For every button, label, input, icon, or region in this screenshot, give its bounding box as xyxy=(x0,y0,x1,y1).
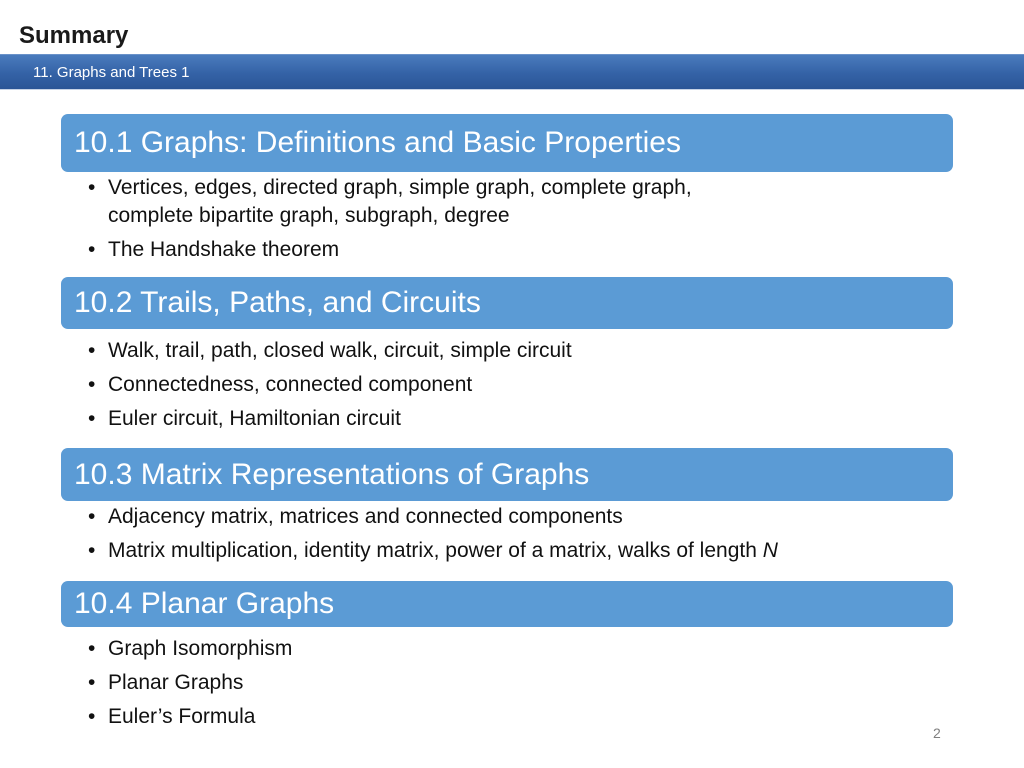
bullet-item: • Walk, trail, path, closed walk, circuit, simple circuit xyxy=(61,337,953,365)
bullet-item xyxy=(61,537,953,565)
slide-subtitle: 11. Graphs and Trees 1 xyxy=(33,64,190,81)
bullet-item: • Graph Isomorphism xyxy=(61,635,953,663)
section-header: 10.4 Planar Graphs xyxy=(61,581,953,627)
slide-title: Summary xyxy=(19,22,129,49)
section-graphs-definitions xyxy=(61,114,953,270)
bullet-item: • Euler’s Formula xyxy=(61,703,953,731)
bullet-item: • Connectedness, connected component xyxy=(61,371,953,399)
section-header: 10.3 Matrix Representations of Graphs xyxy=(61,448,953,501)
bullet-list xyxy=(61,174,953,264)
section-planar-graphs xyxy=(61,581,953,737)
bullet-item: • Adjacency matrix, matrices and connected components xyxy=(61,503,953,531)
page-number: 2 xyxy=(933,725,941,741)
subtitle-bar xyxy=(0,54,1024,90)
section-header: 10.2 Trails, Paths, and Circuits xyxy=(61,277,953,329)
bullet-item: • The Handshake theorem xyxy=(61,236,953,264)
bullet-list xyxy=(61,503,953,565)
bullet-text: Matrix multiplication, identity matrix, power of a matrix, walks of length xyxy=(108,539,763,562)
section-matrix-representations xyxy=(61,448,953,571)
bullet-item: • Vertices, edges, directed graph, simple graph, complete graph, complete bipartite graph, subgraph, degree xyxy=(61,174,953,230)
bullet-item: • Planar Graphs xyxy=(61,669,953,697)
bullet-list xyxy=(61,337,953,433)
section-header: 10.1 Graphs: Definitions and Basic Properties xyxy=(61,114,953,172)
bullet-list xyxy=(61,635,953,731)
section-trails-paths xyxy=(61,277,953,439)
bullet-item: • Euler circuit, Hamiltonian circuit xyxy=(61,405,953,433)
variable-n: N xyxy=(762,539,778,562)
